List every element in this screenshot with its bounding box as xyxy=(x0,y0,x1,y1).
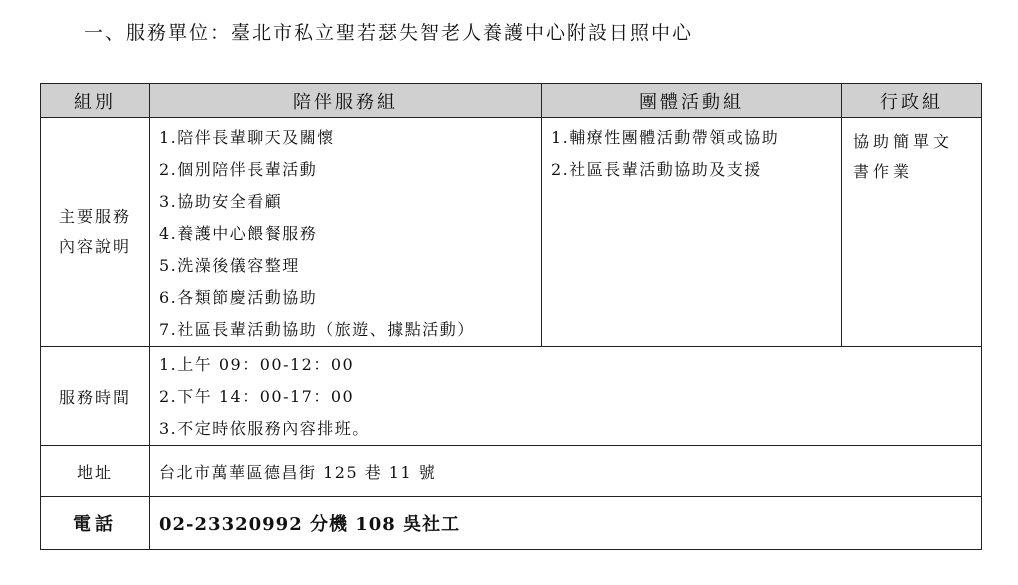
header-group: 組別 xyxy=(41,84,150,118)
address-value: 台北市萬華區德昌街 125 巷 11 號 xyxy=(150,446,982,497)
list-item: 2.下午 14：00-17：00 xyxy=(159,387,355,406)
page-title: 一、服務單位：臺北市私立聖若瑟失智老人養護中心附設日照中心 xyxy=(84,22,694,44)
list-item: 2.個別陪伴長輩活動 xyxy=(159,160,318,179)
phone-value: 02-23320992 分機 108 吳社工 xyxy=(150,497,982,550)
address-row xyxy=(41,446,982,497)
admin-service-text: 協助簡單文 書作業 xyxy=(842,118,982,347)
header-row xyxy=(41,84,982,118)
list-item: 6.各類節慶活動協助 xyxy=(159,288,318,307)
address-label: 地址 xyxy=(41,446,150,497)
service-time-label: 服務時間 xyxy=(41,347,150,446)
service-table xyxy=(40,83,982,550)
list-item: 2.社區長輩活動協助及支援 xyxy=(551,160,762,179)
header-companion: 陪伴服務組 xyxy=(150,84,542,118)
list-item: 4.養護中心餵餐服務 xyxy=(159,224,318,243)
header-admin: 行政組 xyxy=(842,84,982,118)
phone-label: 電話 xyxy=(41,497,150,550)
group-activity-list xyxy=(542,118,842,347)
list-item: 7.社區長輩活動協助（旅遊、據點活動） xyxy=(159,320,475,339)
main-service-label: 主要服務 內容說明 xyxy=(41,118,150,347)
main-service-row xyxy=(41,118,982,347)
service-time-row xyxy=(41,347,982,446)
phone-row xyxy=(41,497,982,550)
list-item: 3.不定時依服務內容排班。 xyxy=(159,419,370,438)
list-item: 1.輔療性團體活動帶領或協助 xyxy=(551,128,780,147)
list-item: 1.上午 09：00-12：00 xyxy=(159,355,355,374)
list-item: 3.協助安全看顧 xyxy=(159,192,283,211)
list-item: 1.陪伴長輩聊天及關懷 xyxy=(159,128,335,147)
service-time-list xyxy=(150,347,982,446)
companion-service-list xyxy=(150,118,542,347)
header-group-activity: 團體活動組 xyxy=(542,84,842,118)
list-item: 5.洗澡後儀容整理 xyxy=(159,256,300,275)
